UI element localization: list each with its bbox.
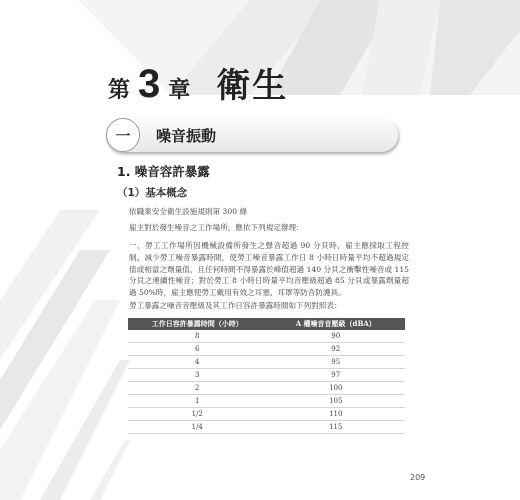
table-cell-dba: 110 [267,408,406,421]
table-header-hours: 工作日容許暴露時間（小時） [128,318,267,330]
table-cell-dba: 90 [267,330,406,343]
table-row [128,369,405,382]
table-cell-dba: 97 [267,369,406,382]
page-number: 209 [410,473,426,482]
paragraph-intro: 雇主對於發生噪音之工作場所，應依下列規定辦理： [129,223,304,232]
table-row [128,382,405,395]
chapter-prefix: 第 [108,77,131,103]
table-header-dba: A 權噪音音壓級（dBA） [267,318,406,330]
table-cell-dba: 100 [267,382,406,395]
table-row [128,421,405,434]
table-cell-dba: 95 [267,356,406,369]
table-row [128,356,405,369]
table-cell-dba: 105 [267,395,406,408]
section-number-badge: 一 [106,118,140,152]
table-cell-hours: 3 [128,369,267,382]
table-header-row [128,318,405,330]
table-cell-dba: 115 [267,421,406,434]
table-row [128,395,405,408]
chapter-number: 3 [138,62,161,106]
exposure-table [128,318,405,434]
table-cell-hours: 1/2 [128,408,267,421]
table-row [128,330,405,343]
table-cell-hours: 8 [128,330,267,343]
table-cell-dba: 92 [267,343,406,356]
table-cell-hours: 1/4 [128,421,267,434]
table-row [128,343,405,356]
heading: 1. 噪音容許暴露 [117,164,210,179]
section-title: 噪音振動 [156,127,217,145]
paragraph-rule: 一、勞工工作場所因機械設備所發生之聲音超過 90 分貝時，雇主應採取工程控制、減少勞工噪音暴露時間，使勞工噪音暴露工作日 8 小時日時量平均不超過規定值或相當之劑量值，且任何時間不得暴露於峰值超過 140 分貝之衝擊性噪音或 115 分貝之連續性噪音；對於勞工 8 小時日時量平均音壓級超過 85 分貝或暴露劑量超過 50%時，雇主應使勞工戴用有效之耳塞、耳罩等防音防護具。 [129,241,409,298]
table-cell-hours: 4 [128,356,267,369]
chapter-suffix: 章 [168,77,191,103]
section-banner [106,118,398,152]
subheading: （1）基本概念 [117,187,188,199]
table-cell-hours: 6 [128,343,267,356]
table-row [128,408,405,421]
chapter-title [108,58,288,107]
table-cell-hours: 2 [128,382,267,395]
table-cell-hours: 1 [128,395,267,408]
chapter-name: 衛生 [216,66,289,106]
paragraph-table-intro: 勞工暴露之噪音音壓級及其工作日容許暴露時間如下列對照表： [129,301,342,310]
paragraph-regulation: 依職業安全衛生設施規則第 300 條 [129,207,248,216]
